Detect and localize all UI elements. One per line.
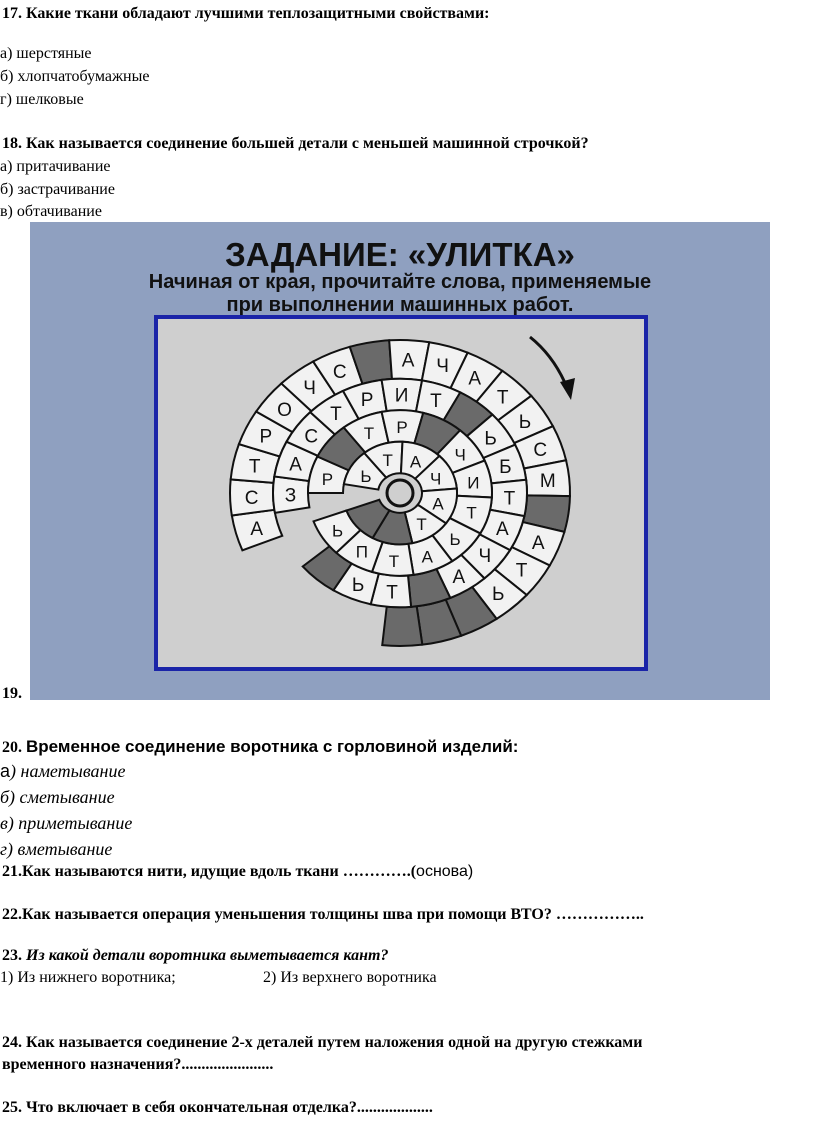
spiral-cell-letter: Р <box>321 469 334 489</box>
spiral-cell-letter: А <box>401 350 415 372</box>
spiral-cell-letter: А <box>495 519 509 541</box>
spiral-cell-letter: Т <box>382 451 393 471</box>
question-23 <box>2 946 388 966</box>
puzzle-instruction-line1: Начиная от края, прочитайте слова, применяемые <box>148 271 652 293</box>
spiral-cell-letter: Т <box>496 387 509 409</box>
spiral-cell-letter: А <box>432 494 444 514</box>
question-19-number: 19. <box>2 685 22 702</box>
spiral-cell-letter: Р <box>396 417 408 437</box>
spiral-cell-letter: С <box>332 361 347 383</box>
spiral-cell-letter: Т <box>515 560 528 582</box>
spiral-cell-letter: И <box>467 473 480 493</box>
spiral-cell-letter: Т <box>503 488 516 510</box>
question-24-line1: 24. Как называется соединение 2-х деталей путем наложения одной на другую стежками <box>2 1034 643 1051</box>
question-17 <box>2 4 490 24</box>
spiral-cell-letter: Т <box>388 551 400 571</box>
spiral-cell <box>382 606 422 646</box>
question-20-number: 20. <box>2 739 22 756</box>
spiral-cell-letter: И <box>394 385 409 407</box>
question-21-answer: основа <box>416 863 468 880</box>
spiral-cell-letter: Ч <box>429 469 442 489</box>
question-18-number: 18. <box>2 135 22 152</box>
spiral-cell-letter: А <box>409 452 422 472</box>
q18-option-b: б) застрачивание <box>0 181 115 198</box>
question-18 <box>2 134 589 154</box>
spiral-cell-letter: Ч <box>478 546 492 568</box>
spiral-cell-letter: Ь <box>484 428 497 450</box>
puzzle-instruction-line2: при выполнении машинных работ. <box>226 294 574 316</box>
puzzle-title: ЗАДАНИЕ: «УЛИТКА» <box>225 236 575 273</box>
q17-option-g: г) шелковые <box>0 91 84 108</box>
question-20 <box>2 735 518 760</box>
q20-option-a-letter: а <box>0 761 11 781</box>
question-22: 22.Как называется операция уменьшения толщины шва при помощи ВТО? …………….. <box>2 906 644 923</box>
spiral-cell-letter: Т <box>466 503 477 523</box>
snail-puzzle-graphic <box>30 222 770 700</box>
q23-option-1: 1) Из нижнего воротника; <box>0 969 176 986</box>
spiral-cell-letter: Б <box>499 457 512 479</box>
spiral-cell-letter: Р <box>360 390 374 412</box>
spiral-cell-letter: Т <box>416 514 427 534</box>
spiral-cell-letter: Ь <box>491 584 505 606</box>
spiral-cell-letter: Т <box>430 390 442 412</box>
spiral-cell-letter: А <box>531 532 545 554</box>
question-20-text: Временное соединение воротника с горловиной изделий: <box>26 737 519 756</box>
q18-option-v: в) обтачивание <box>0 203 102 220</box>
spiral-cell-letter: Ь <box>351 575 365 597</box>
spiral-cell-letter: С <box>304 426 319 448</box>
spiral-cell-letter: А <box>452 567 466 589</box>
question-23-text: Из какой детали воротника выметывается кант? <box>22 947 389 964</box>
spiral-cell-letter: Т <box>363 424 375 444</box>
question-21 <box>2 862 473 882</box>
spiral-cell-letter: Т <box>248 456 261 478</box>
q17-option-a: а) шерстяные <box>0 45 92 62</box>
spiral-cell-letter: Ь <box>360 466 372 486</box>
spiral-cell-letter: А <box>468 368 482 390</box>
spiral-cell-letter: А <box>421 547 434 567</box>
spiral-cell-letter: Ь <box>449 530 461 550</box>
q20-option-a <box>0 759 125 783</box>
q23-option-2: 2) Из верхнего воротника <box>263 969 437 986</box>
q20-option-b: б) сметывание <box>0 787 115 807</box>
spiral-cell-letter: Ч <box>303 377 316 399</box>
question-25: 25. Что включает в себя окончательная отделка?................... <box>2 1099 433 1116</box>
spiral-cell-letter: А <box>250 519 264 541</box>
question-17-text: Какие ткани обладают лучшими теплозащитными свойствами: <box>26 5 490 22</box>
spiral-cell-letter: О <box>277 399 292 421</box>
q17-option-b: б) хлопчатобумажные <box>0 68 150 85</box>
spiral-cell-letter: Ч <box>436 355 449 377</box>
spiral-cell-letter: Ь <box>331 521 344 541</box>
spiral-cell-letter: М <box>539 470 556 492</box>
spiral-cell-letter: Ч <box>454 445 466 465</box>
question-24-line2: временного назначения?....................... <box>2 1056 274 1073</box>
spiral-cell-letter: С <box>244 487 259 509</box>
snail-puzzle-image <box>30 222 770 700</box>
question-21-text: 21.Как называются нити, идущие вдоль ткани ………….( <box>2 863 417 880</box>
spiral-cell-letter: П <box>355 542 368 562</box>
spiral-cell-letter: Р <box>259 426 273 448</box>
spiral-cell-letter: А <box>289 454 302 476</box>
spiral-cell-letter: Т <box>386 582 398 604</box>
q20-option-a-text: ) наметывание <box>10 761 126 781</box>
q20-option-g: г) вметывание <box>0 839 113 859</box>
question-21-close: ) <box>467 863 474 880</box>
question-23-number: 23. <box>2 947 22 964</box>
spiral-cell-letter: Ь <box>518 411 532 433</box>
spiral-cell-letter: З <box>284 485 297 507</box>
q18-option-a: а) притачивание <box>0 158 111 175</box>
question-17-number: 17. <box>2 5 22 22</box>
spiral-cell-letter: Т <box>330 404 342 426</box>
question-18-text: Как называется соединение большей детали с меньшей машинной строчкой? <box>26 135 589 152</box>
spiral-cell-letter: С <box>533 440 548 462</box>
q20-option-v: в) приметывание <box>0 813 133 833</box>
